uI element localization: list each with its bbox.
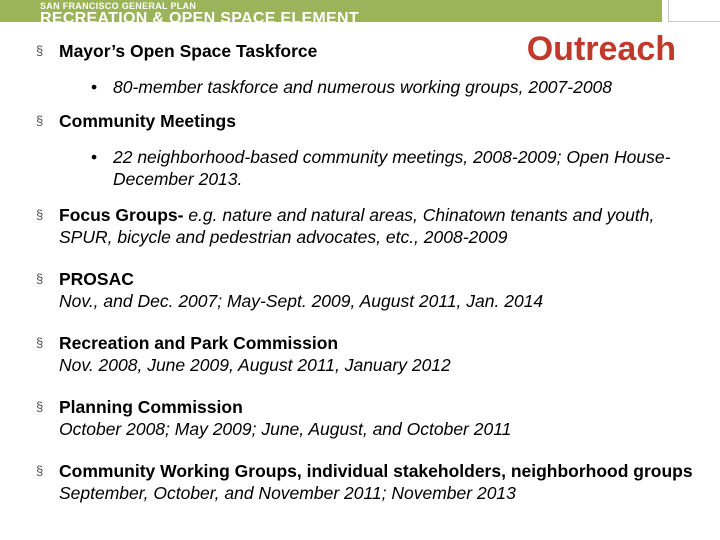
item-details: e.g. nature and natural areas, Chinatown tenants and youth, SPUR, bicycle and pedestrian advocates, etc., 2008-2009 xyxy=(59,205,655,247)
bullet-icon: § xyxy=(36,463,44,478)
bullet-icon: § xyxy=(36,113,44,128)
item-heading: Community Meetings xyxy=(59,111,236,131)
slide-content xyxy=(36,40,696,524)
bullet-icon: § xyxy=(36,43,44,58)
list-item xyxy=(36,396,696,440)
list-item xyxy=(36,332,696,376)
element-name: RECREATION & OPEN SPACE ELEMENT xyxy=(40,10,359,22)
item-heading: PROSAC xyxy=(59,269,134,289)
plan-name: SAN FRANCISCO GENERAL PLAN xyxy=(40,1,197,11)
item-heading: Planning Commission xyxy=(59,397,243,417)
header-corner-box xyxy=(668,0,720,22)
sub-bullet-icon: • xyxy=(91,77,98,97)
sub-item xyxy=(59,76,696,98)
sub-item xyxy=(59,146,696,190)
sub-item-text: 22 neighborhood-based community meetings, 2008-2009; Open House-December 2013. xyxy=(113,147,671,189)
list-item xyxy=(36,460,696,504)
item-details: Nov., and Dec. 2007; May-Sept. 2009, August 2011, Jan. 2014 xyxy=(59,291,544,311)
header-bar xyxy=(0,0,662,22)
item-heading: Community Working Groups, individual stakeholders, neighborhood groups xyxy=(59,461,693,481)
sub-bullet-icon: • xyxy=(91,147,98,167)
list-item xyxy=(36,204,696,248)
list-item xyxy=(36,40,696,98)
item-heading: Recreation and Park Commission xyxy=(59,333,339,353)
item-heading: Mayor’s Open Space Taskforce xyxy=(59,41,318,61)
list-item xyxy=(36,268,696,312)
bullet-icon: § xyxy=(36,207,44,222)
bullet-icon: § xyxy=(36,399,44,414)
bullet-icon: § xyxy=(36,335,44,350)
item-heading: Focus Groups- xyxy=(59,205,184,225)
bullet-icon: § xyxy=(36,271,44,286)
item-details: September, October, and November 2011; November 2013 xyxy=(59,483,516,503)
item-details: Nov. 2008, June 2009, August 2011, January 2012 xyxy=(59,355,451,375)
list-item xyxy=(36,110,696,190)
sub-item-text: 80-member taskforce and numerous working groups, 2007-2008 xyxy=(113,77,613,97)
page-title: Outreach xyxy=(526,30,676,68)
item-details: October 2008; May 2009; June, August, and October 2011 xyxy=(59,419,512,439)
